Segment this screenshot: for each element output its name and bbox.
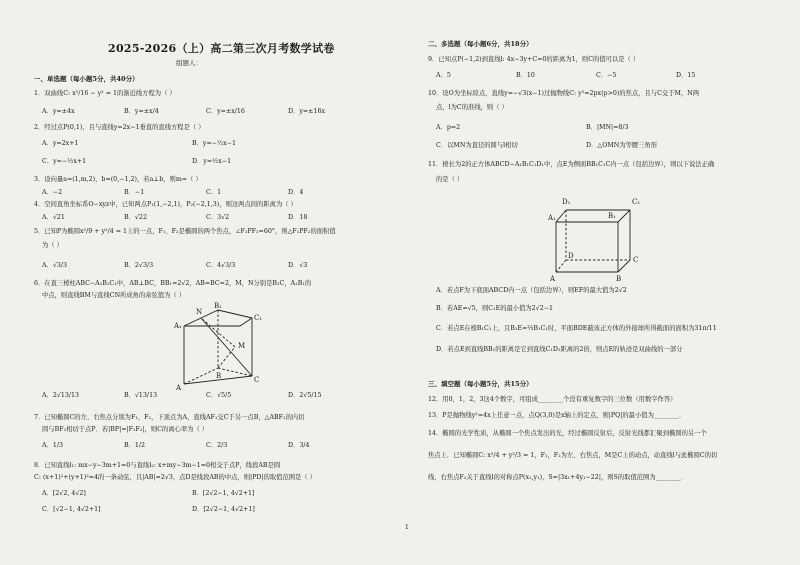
option-d[interactable]: D．4 <box>288 189 304 196</box>
option-d[interactable]: D．3/4 <box>288 442 310 449</box>
label-b: B <box>216 372 222 380</box>
option-c[interactable]: C．√5/5 <box>206 392 232 399</box>
page-title: 2025-2026（上）高二第三次月考数学试卷 <box>108 42 335 55</box>
option-c[interactable]: C．3√2 <box>206 214 230 221</box>
label-b1: B₁ <box>608 212 616 220</box>
option-b[interactable]: B．−1 <box>124 189 145 196</box>
question-7-options <box>42 442 370 450</box>
option-d[interactable]: D．[2√2−1, 4√2+1] <box>192 506 255 513</box>
option-a[interactable]: A．√21 <box>42 214 65 221</box>
option-a[interactable]: A．p=2 <box>436 124 461 131</box>
question-2: 2．经过点P(0,1)，且与直线y=2x−1垂直的直线方程是（ ） <box>34 124 205 131</box>
option-d[interactable]: D．y=½x−1 <box>192 158 232 165</box>
option-c[interactable]: C．y=±x/16 <box>206 108 245 115</box>
question-14-line1: 14．椭圆的光学性质，从椭圆一个焦点发出的光，经过椭圆反射后，反射光线都汇聚到椭圆的另一个 <box>428 430 707 437</box>
label-a1: A₁ <box>174 322 182 330</box>
option-b[interactable]: B．2√3/3 <box>124 262 154 269</box>
label-c: C <box>633 256 639 264</box>
option-b[interactable]: B．y=−½x−1 <box>192 140 236 147</box>
option-b[interactable]: B．y=±x/4 <box>124 108 159 115</box>
option-d[interactable]: D．√3 <box>288 262 308 269</box>
author-label: 组题人： <box>176 59 202 67</box>
question-2-options-row1 <box>42 140 342 148</box>
question-14-line2: 焦点上．已知椭圆C: x²/4 + y²/3 = 1，F₁，F₂为左、右焦点，M是C上的动点，动直线l与此椭圆C的切 <box>428 452 718 459</box>
question-11: 11．棱长为2的正方体ABCD−A₁B₁C₁D₁中，点E为侧面BB₁C₁C内一点（包括边界），则以下说法正确 <box>428 161 715 168</box>
question-10: 10．设O为坐标原点，直线y=−√3(x−1)过抛物线C: y²=2px(p>0)的焦点，且与C交于M，N两 <box>428 90 700 97</box>
section-single-choice: 一、单选题（每小题5分，共40分） <box>34 75 139 83</box>
option-b[interactable]: B．√13/13 <box>124 392 158 399</box>
question-11-option-d[interactable]: D．若点E到直线BB₁的距离是它到直线C₁D₁距离的2倍，则点E的轨迹是双曲线的一部分 <box>436 346 683 353</box>
question-5-options <box>42 262 370 270</box>
question-4: 4．空间直角坐标系O−xyz中，已知两点P₁(1,−2,1)，P₂(−2,1,3)，则这两点间的距离为（ ） <box>34 201 297 208</box>
option-d[interactable]: D．18 <box>288 214 308 221</box>
prism-figure <box>170 300 263 392</box>
option-b[interactable]: B．|MN|=8/3 <box>586 124 629 131</box>
option-d[interactable]: D．15 <box>676 72 696 79</box>
label-b: B <box>616 275 622 283</box>
question-10-options-row2 <box>436 142 736 150</box>
option-c[interactable]: C．y=−½x+1 <box>42 158 87 165</box>
option-b[interactable]: B．√22 <box>124 214 147 221</box>
option-d[interactable]: D．△OMN为等腰三角形 <box>586 142 658 149</box>
question-1-options <box>42 108 370 116</box>
label-c1: C₁ <box>632 198 641 206</box>
option-a[interactable]: A．2√13/13 <box>42 392 80 399</box>
label-d: D <box>568 252 574 260</box>
section-fill-in: 三、填空题（每小题5分，共15分） <box>428 380 533 388</box>
label-c1: C₁ <box>254 314 263 322</box>
option-b[interactable]: B．1/2 <box>124 442 146 449</box>
question-9: 9．已知点P(−1,2)到直线l: 4x−3y+C=0的距离为1，则C的值可以是（ ） <box>428 56 640 63</box>
question-5: 5．已知P为椭圆x²/9 + y²/4 = 1上的一点，F₁、F₂是椭圆的两个焦点，∠F₁PF₂=60°，则△F₁PF₂的面积值 <box>34 228 336 235</box>
question-6: 6．在直三棱柱ABC−A₁B₁C₁中，AB⊥BC，BB₁=2√2，AB=BC=2，M，N分别是B₁C，A₁B₁的 <box>34 280 312 287</box>
option-c[interactable]: C．4√3/3 <box>206 262 236 269</box>
question-11-cont: 的是（ ） <box>436 176 464 183</box>
label-a1: A₁ <box>548 214 556 222</box>
option-a[interactable]: A．5 <box>436 72 451 79</box>
page-number: 1 <box>405 524 409 531</box>
question-3: 3．设向量a=(1,m,2)，b=(0,−1,2)，若a⊥b，则m=（ ） <box>34 176 202 183</box>
option-a[interactable]: A．1/3 <box>42 442 63 449</box>
question-12: 12．用0，1，2，3这4个数字，可组成________个没有重复数字的三位数（用数字作答） <box>428 396 677 403</box>
option-d[interactable]: D．y=±16x <box>288 108 326 115</box>
option-a[interactable]: A．y=2x+1 <box>42 140 79 147</box>
question-7: 7．已知椭圆C的左、右焦点分别为F₁，F₂，下顶点为A，直线AF₁交C于另一点B，△ABF₂的内切 <box>34 414 305 421</box>
question-14-line3: 线，右焦点F₂关于直线l的对称点P(x₁,y₁)，S=|3x₁+4y₁−22|，则S的取值范围为________． <box>428 474 688 481</box>
question-10-options-row1 <box>436 124 736 132</box>
question-1: 1．双曲线C: x²/16 − y² = 1的渐近线方程为（ ） <box>34 90 176 97</box>
label-a: A <box>176 384 182 392</box>
option-c[interactable]: C．以MN为直径的圆与l相切 <box>436 142 518 149</box>
option-c[interactable]: C．2/3 <box>206 442 228 449</box>
question-11-option-b[interactable]: B．若AE=√5，则C₁E的最小值为2√2−1 <box>436 305 553 312</box>
option-c[interactable]: C．1 <box>206 189 222 196</box>
question-11-option-a[interactable]: A．若点F为下底面ABCD内一点（包括边界），则EF的最大值为2√2 <box>436 287 627 294</box>
label-c: C <box>254 376 260 384</box>
question-10-cont: 点，l为C的准线，则（ ） <box>436 104 508 111</box>
question-13: 13．P是抛物线y²=4x上任意一点，点Q(3,0)是x轴上的定点，则|PQ|的最小值为________． <box>428 412 686 419</box>
option-b[interactable]: B．10 <box>516 72 535 79</box>
cube-figure <box>548 186 658 286</box>
label-n: N <box>196 308 203 316</box>
label-a: A <box>550 275 556 283</box>
label-d1: D₁ <box>562 198 571 206</box>
question-11-option-c[interactable]: C．若点E在棱B₁C₁上，且B₁E=⅔B₁C₁时，平面BDE截该正方体的外接球所得截面的面积为31π/11 <box>436 325 717 332</box>
question-8: 8．已知直线l₁: mx−y−3m+1=0与直线l₂: x+my−3m−1=0相交于点P，线段AB是圆 <box>34 462 281 469</box>
question-8-cont: C: (x+1)²+(y+1)²=4的一条动弦，且|AB|=2√3，点D是线段AB的中点，则|PD|的取值范围是（ ） <box>34 474 316 481</box>
question-9-options <box>436 72 756 80</box>
option-d[interactable]: D．2√5/15 <box>288 392 322 399</box>
option-c[interactable]: C．[√2−1, 4√2+1] <box>42 506 101 513</box>
question-8-options-row1 <box>42 490 342 498</box>
section-multi-choice: 二、多选题（每小题6分，共18分） <box>428 40 533 48</box>
question-7-cont: 圆与BF₂相切于点P．若|BP|=|F₁F₂|，则C的离心率为（ ） <box>42 426 209 433</box>
question-6-options <box>42 392 370 400</box>
label-m: M <box>238 342 246 350</box>
label-b1: B₁ <box>214 302 222 310</box>
question-2-options-row2 <box>42 158 342 166</box>
question-3-options <box>42 189 370 197</box>
question-6-cont: 中点，则直线BM与直线CN所成角的余弦值为（ ） <box>42 292 186 299</box>
question-4-options <box>42 214 370 222</box>
option-b[interactable]: B．[2√2−1, 4√2+1] <box>192 490 255 497</box>
option-a[interactable]: A．y=±4x <box>42 108 75 115</box>
question-8-options-row2 <box>42 506 342 514</box>
option-c[interactable]: C．−5 <box>596 72 617 79</box>
option-a[interactable]: A．[2√2, 4√2] <box>42 490 86 497</box>
option-a[interactable]: A．−2 <box>42 189 63 196</box>
option-a[interactable]: A．√3/3 <box>42 262 67 269</box>
question-5-cont: 为（ ） <box>42 242 63 249</box>
